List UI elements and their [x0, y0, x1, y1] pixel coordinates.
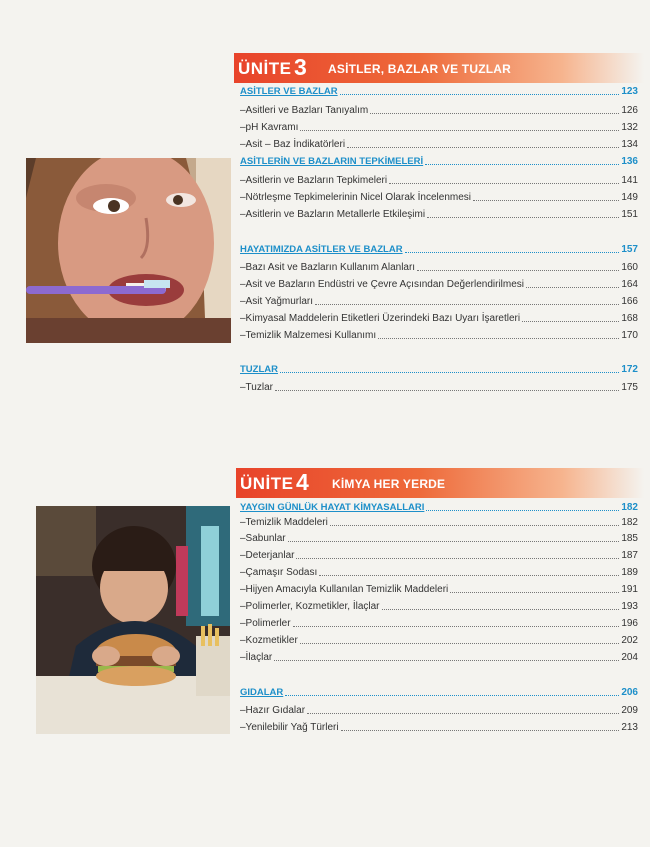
unit-4-word: ÜNİTE	[240, 474, 294, 493]
dot-leader	[300, 130, 619, 131]
entry-page: 213	[621, 722, 638, 733]
dot-leader	[293, 626, 620, 627]
entry-page: 175	[621, 382, 638, 393]
unit-3-toc	[240, 84, 638, 404]
unit-4-title: KİMYA HER YERDE	[332, 477, 446, 491]
unit-4-banner	[236, 468, 644, 498]
unit-3-banner	[234, 53, 644, 83]
entry-page: 209	[621, 705, 638, 716]
entry-page: 149	[621, 192, 638, 203]
entry-label: –Kozmetikler	[240, 635, 298, 646]
entry-page: 164	[621, 279, 638, 290]
entry-label: –Asitlerin ve Bazların Metallerle Etkileşimi	[240, 209, 426, 220]
dot-leader	[450, 592, 619, 593]
entry-label: –Asit ve Bazların Endüstri ve Çevre Açısından Değerlendirilmesi	[240, 279, 525, 290]
entry-page: 160	[621, 262, 638, 273]
entry-label: –Çamaşır Sodası	[240, 567, 318, 578]
dot-leader	[288, 541, 620, 542]
section-title: ASİTLERİN VE BAZLARIN TEPKİMELERİ	[240, 156, 424, 167]
unit-3-number: 3	[294, 54, 307, 80]
dot-leader	[526, 287, 619, 288]
toc-entry[interactable]	[240, 548, 638, 562]
dot-leader	[522, 321, 619, 322]
dot-leader	[426, 510, 619, 511]
dot-leader	[319, 575, 619, 576]
entry-page: 168	[621, 313, 638, 324]
dot-leader	[389, 183, 619, 184]
section-title: TUZLAR	[240, 364, 278, 375]
dot-leader	[330, 525, 620, 526]
toc-entry[interactable]	[240, 294, 638, 308]
toc-entry[interactable]	[240, 380, 638, 394]
toc-entry[interactable]	[240, 650, 638, 664]
entry-page: 196	[621, 618, 638, 629]
entry-page: 166	[621, 296, 638, 307]
entry-label: –İlaçlar	[240, 652, 273, 663]
entry-page: 191	[621, 584, 638, 595]
dot-leader	[341, 730, 620, 731]
dot-leader	[417, 270, 619, 271]
section-title: GIDALAR	[240, 687, 284, 698]
dot-leader	[275, 390, 619, 391]
boy-hamburger-photo	[36, 506, 230, 734]
entry-label: –Kimyasal Maddelerin Etiketleri Üzerindeki Bazı Uyarı İşaretleri	[240, 313, 521, 324]
dot-leader	[405, 252, 620, 253]
entry-page: 134	[621, 139, 638, 150]
unit-3-word: ÜNİTE	[238, 59, 292, 78]
toc-entry[interactable]	[240, 703, 638, 717]
section-page: 206	[621, 687, 638, 698]
entry-page: 187	[621, 550, 638, 561]
toc-entry[interactable]	[240, 582, 638, 596]
entry-label: –Hijyen Amacıyla Kullanılan Temizlik Maddeleri	[240, 584, 449, 595]
dot-leader	[280, 372, 619, 373]
entry-page: 202	[621, 635, 638, 646]
entry-page: 132	[621, 122, 638, 133]
dot-leader	[378, 338, 619, 339]
toc-entry[interactable]	[240, 328, 638, 342]
entry-label: –Asit – Baz İndikatörleri	[240, 139, 346, 150]
toc-entry[interactable]	[240, 616, 638, 630]
toc-section[interactable]	[240, 242, 638, 256]
unit-3-title: ASİTLER, BAZLAR VE TUZLAR	[328, 62, 511, 76]
dot-leader	[382, 609, 620, 610]
entry-label: –Bazı Asit ve Bazların Kullanım Alanları	[240, 262, 416, 273]
unit-4-toc	[240, 500, 638, 740]
entry-label: –Hazır Gıdalar	[240, 705, 306, 716]
section-page: 182	[621, 502, 638, 513]
section-page: 136	[621, 156, 638, 167]
dot-leader	[315, 304, 619, 305]
toc-section[interactable]	[240, 500, 638, 514]
section-title: YAYGIN GÜNLÜK HAYAT KİMYASALLARI	[240, 502, 425, 513]
toc-entry[interactable]	[240, 565, 638, 579]
entry-label: –Asitlerin ve Bazların Tepkimeleri	[240, 175, 388, 186]
entry-page: 141	[621, 175, 638, 186]
entry-page: 185	[621, 533, 638, 544]
dot-leader	[347, 147, 619, 148]
entry-label: –Sabunlar	[240, 533, 286, 544]
entry-label: –Polimerler, Kozmetikler, İlaçlar	[240, 601, 380, 612]
entry-page: 189	[621, 567, 638, 578]
toc-entry[interactable]	[240, 120, 638, 134]
toc-entry[interactable]	[240, 277, 638, 291]
entry-label: –Nötrleşme Tepkimelerinin Nicel Olarak İncelenmesi	[240, 192, 472, 203]
entry-label: –Asit Yağmurları	[240, 296, 313, 307]
section-title: ASİTLER VE BAZLAR	[240, 86, 338, 97]
toc-entry[interactable]	[240, 103, 638, 117]
dot-leader	[300, 643, 620, 644]
dot-leader	[425, 164, 619, 165]
toc-entry[interactable]	[240, 311, 638, 325]
unit-4-number: 4	[296, 469, 309, 495]
entry-label: –Temizlik Malzemesi Kullanımı	[240, 330, 377, 341]
toc-entry[interactable]	[240, 531, 638, 545]
dot-leader	[285, 695, 619, 696]
girl-toothbrush-photo	[26, 158, 231, 343]
section-page: 172	[621, 364, 638, 375]
dot-leader	[340, 94, 620, 95]
toc-entry[interactable]	[240, 137, 638, 151]
entry-page: 170	[621, 330, 638, 341]
dot-leader	[473, 200, 619, 201]
toc-entry[interactable]	[240, 207, 638, 221]
toc-entry[interactable]	[240, 633, 638, 647]
entry-page: 182	[621, 517, 638, 528]
dot-leader	[296, 558, 619, 559]
entry-label: –pH Kavramı	[240, 122, 299, 133]
entry-label: –Polimerler	[240, 618, 291, 629]
entry-label: –Deterjanlar	[240, 550, 295, 561]
entry-page: 193	[621, 601, 638, 612]
toc-section[interactable]	[240, 154, 638, 168]
toc-section[interactable]	[240, 685, 638, 699]
dot-leader	[274, 660, 619, 661]
entry-label: –Asitleri ve Bazları Tanıyalım	[240, 105, 369, 116]
toc-entry[interactable]	[240, 260, 638, 274]
entry-page: 204	[621, 652, 638, 663]
dot-leader	[370, 113, 619, 114]
toc-entry[interactable]	[240, 599, 638, 613]
toc-entry[interactable]	[240, 173, 638, 187]
entry-page: 126	[621, 105, 638, 116]
section-page: 157	[621, 244, 638, 255]
toc-entry[interactable]	[240, 515, 638, 529]
section-page: 123	[621, 86, 638, 97]
entry-label: –Tuzlar	[240, 382, 273, 393]
toc-entry[interactable]	[240, 720, 638, 734]
entry-page: 151	[621, 209, 638, 220]
entry-label: –Temizlik Maddeleri	[240, 517, 328, 528]
toc-section[interactable]	[240, 84, 638, 98]
entry-label: –Yenilebilir Yağ Türleri	[240, 722, 339, 733]
dot-leader	[427, 217, 619, 218]
toc-section[interactable]	[240, 362, 638, 376]
toc-entry[interactable]	[240, 190, 638, 204]
dot-leader	[307, 713, 619, 714]
section-title: HAYATIMIZDA ASİTLER VE BAZLAR	[240, 244, 403, 255]
